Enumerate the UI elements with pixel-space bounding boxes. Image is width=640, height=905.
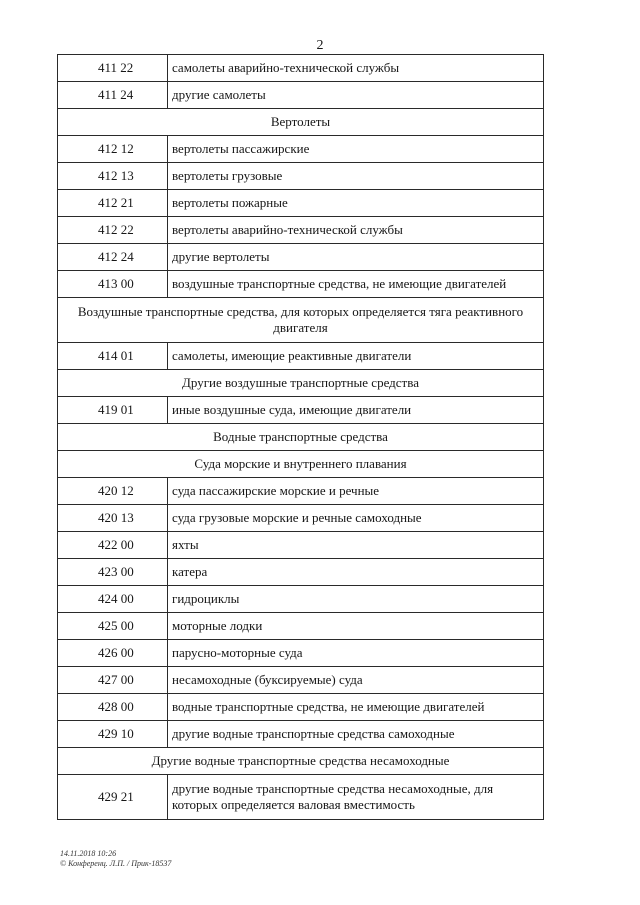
name-cell: другие вертолеты — [168, 244, 544, 271]
section-row — [58, 424, 544, 451]
table-row — [58, 343, 544, 370]
section-row — [58, 748, 544, 775]
code-cell: 412 21 — [58, 190, 168, 217]
name-cell: иные воздушные суда, имеющие двигатели — [168, 397, 544, 424]
name-cell: воздушные транспортные средства, не имеющие двигателей — [168, 271, 544, 298]
name-cell: вертолеты пожарные — [168, 190, 544, 217]
section-title: Воздушные транспортные средства, для которых определяется тяга реактивного двигателя — [58, 298, 544, 343]
name-cell: самолеты аварийно-технической службы — [168, 55, 544, 82]
table-row — [58, 397, 544, 424]
section-title: Другие водные транспортные средства несамоходные — [58, 748, 544, 775]
code-cell: 412 12 — [58, 136, 168, 163]
code-cell: 422 00 — [58, 532, 168, 559]
code-cell: 428 00 — [58, 694, 168, 721]
name-cell: другие водные транспортные средства самоходные — [168, 721, 544, 748]
table-row — [58, 694, 544, 721]
code-cell: 420 13 — [58, 505, 168, 532]
code-cell: 411 24 — [58, 82, 168, 109]
section-row — [58, 370, 544, 397]
name-cell: несамоходные (буксируемые) суда — [168, 667, 544, 694]
code-cell: 412 24 — [58, 244, 168, 271]
name-cell: суда грузовые морские и речные самоходные — [168, 505, 544, 532]
table-row — [58, 505, 544, 532]
section-title: Водные транспортные средства — [58, 424, 544, 451]
name-cell: яхты — [168, 532, 544, 559]
code-cell: 412 22 — [58, 217, 168, 244]
table-row — [58, 478, 544, 505]
code-cell: 429 10 — [58, 721, 168, 748]
section-title: Суда морские и внутреннего плавания — [58, 451, 544, 478]
code-cell: 413 00 — [58, 271, 168, 298]
table-row — [58, 640, 544, 667]
footer-stamp — [60, 849, 171, 869]
table-row — [58, 82, 544, 109]
table-row — [58, 271, 544, 298]
name-cell: катера — [168, 559, 544, 586]
name-cell: вертолеты пассажирские — [168, 136, 544, 163]
code-cell: 412 13 — [58, 163, 168, 190]
name-cell: парусно-моторные суда — [168, 640, 544, 667]
name-cell: водные транспортные средства, не имеющие двигателей — [168, 694, 544, 721]
table-body — [58, 55, 544, 820]
table-row — [58, 190, 544, 217]
name-cell: вертолеты аварийно-технической службы — [168, 217, 544, 244]
footer-timestamp: 14.11.2018 10:26 — [60, 849, 117, 858]
table-row — [58, 775, 544, 820]
code-cell: 414 01 — [58, 343, 168, 370]
table-row — [58, 613, 544, 640]
table-row — [58, 217, 544, 244]
name-cell: другие самолеты — [168, 82, 544, 109]
table-row — [58, 163, 544, 190]
code-cell: 423 00 — [58, 559, 168, 586]
table-row — [58, 721, 544, 748]
section-row — [58, 109, 544, 136]
code-cell: 429 21 — [58, 775, 168, 820]
table-row — [58, 532, 544, 559]
code-cell: 411 22 — [58, 55, 168, 82]
name-cell: другие водные транспортные средства несамоходные, для которых определяется валовая вместимость — [168, 775, 544, 820]
vehicle-codes-table — [57, 54, 544, 820]
page-number: 2 — [316, 38, 324, 53]
section-row — [58, 451, 544, 478]
name-cell: вертолеты грузовые — [168, 163, 544, 190]
table-row — [58, 667, 544, 694]
name-cell: моторные лодки — [168, 613, 544, 640]
footer-document-id: © Конференц. Л.П. / Прик-18537 — [60, 859, 172, 868]
name-cell: самолеты, имеющие реактивные двигатели — [168, 343, 544, 370]
code-cell: 419 01 — [58, 397, 168, 424]
table-row — [58, 136, 544, 163]
table-row — [58, 586, 544, 613]
section-title: Другие воздушные транспортные средства — [58, 370, 544, 397]
code-cell: 426 00 — [58, 640, 168, 667]
table-row — [58, 244, 544, 271]
code-cell: 427 00 — [58, 667, 168, 694]
code-cell: 424 00 — [58, 586, 168, 613]
code-cell: 420 12 — [58, 478, 168, 505]
section-title: Вертолеты — [58, 109, 544, 136]
section-row — [58, 298, 544, 343]
code-cell: 425 00 — [58, 613, 168, 640]
table-row — [58, 55, 544, 82]
table-row — [58, 559, 544, 586]
name-cell: гидроциклы — [168, 586, 544, 613]
name-cell: суда пассажирские морские и речные — [168, 478, 544, 505]
